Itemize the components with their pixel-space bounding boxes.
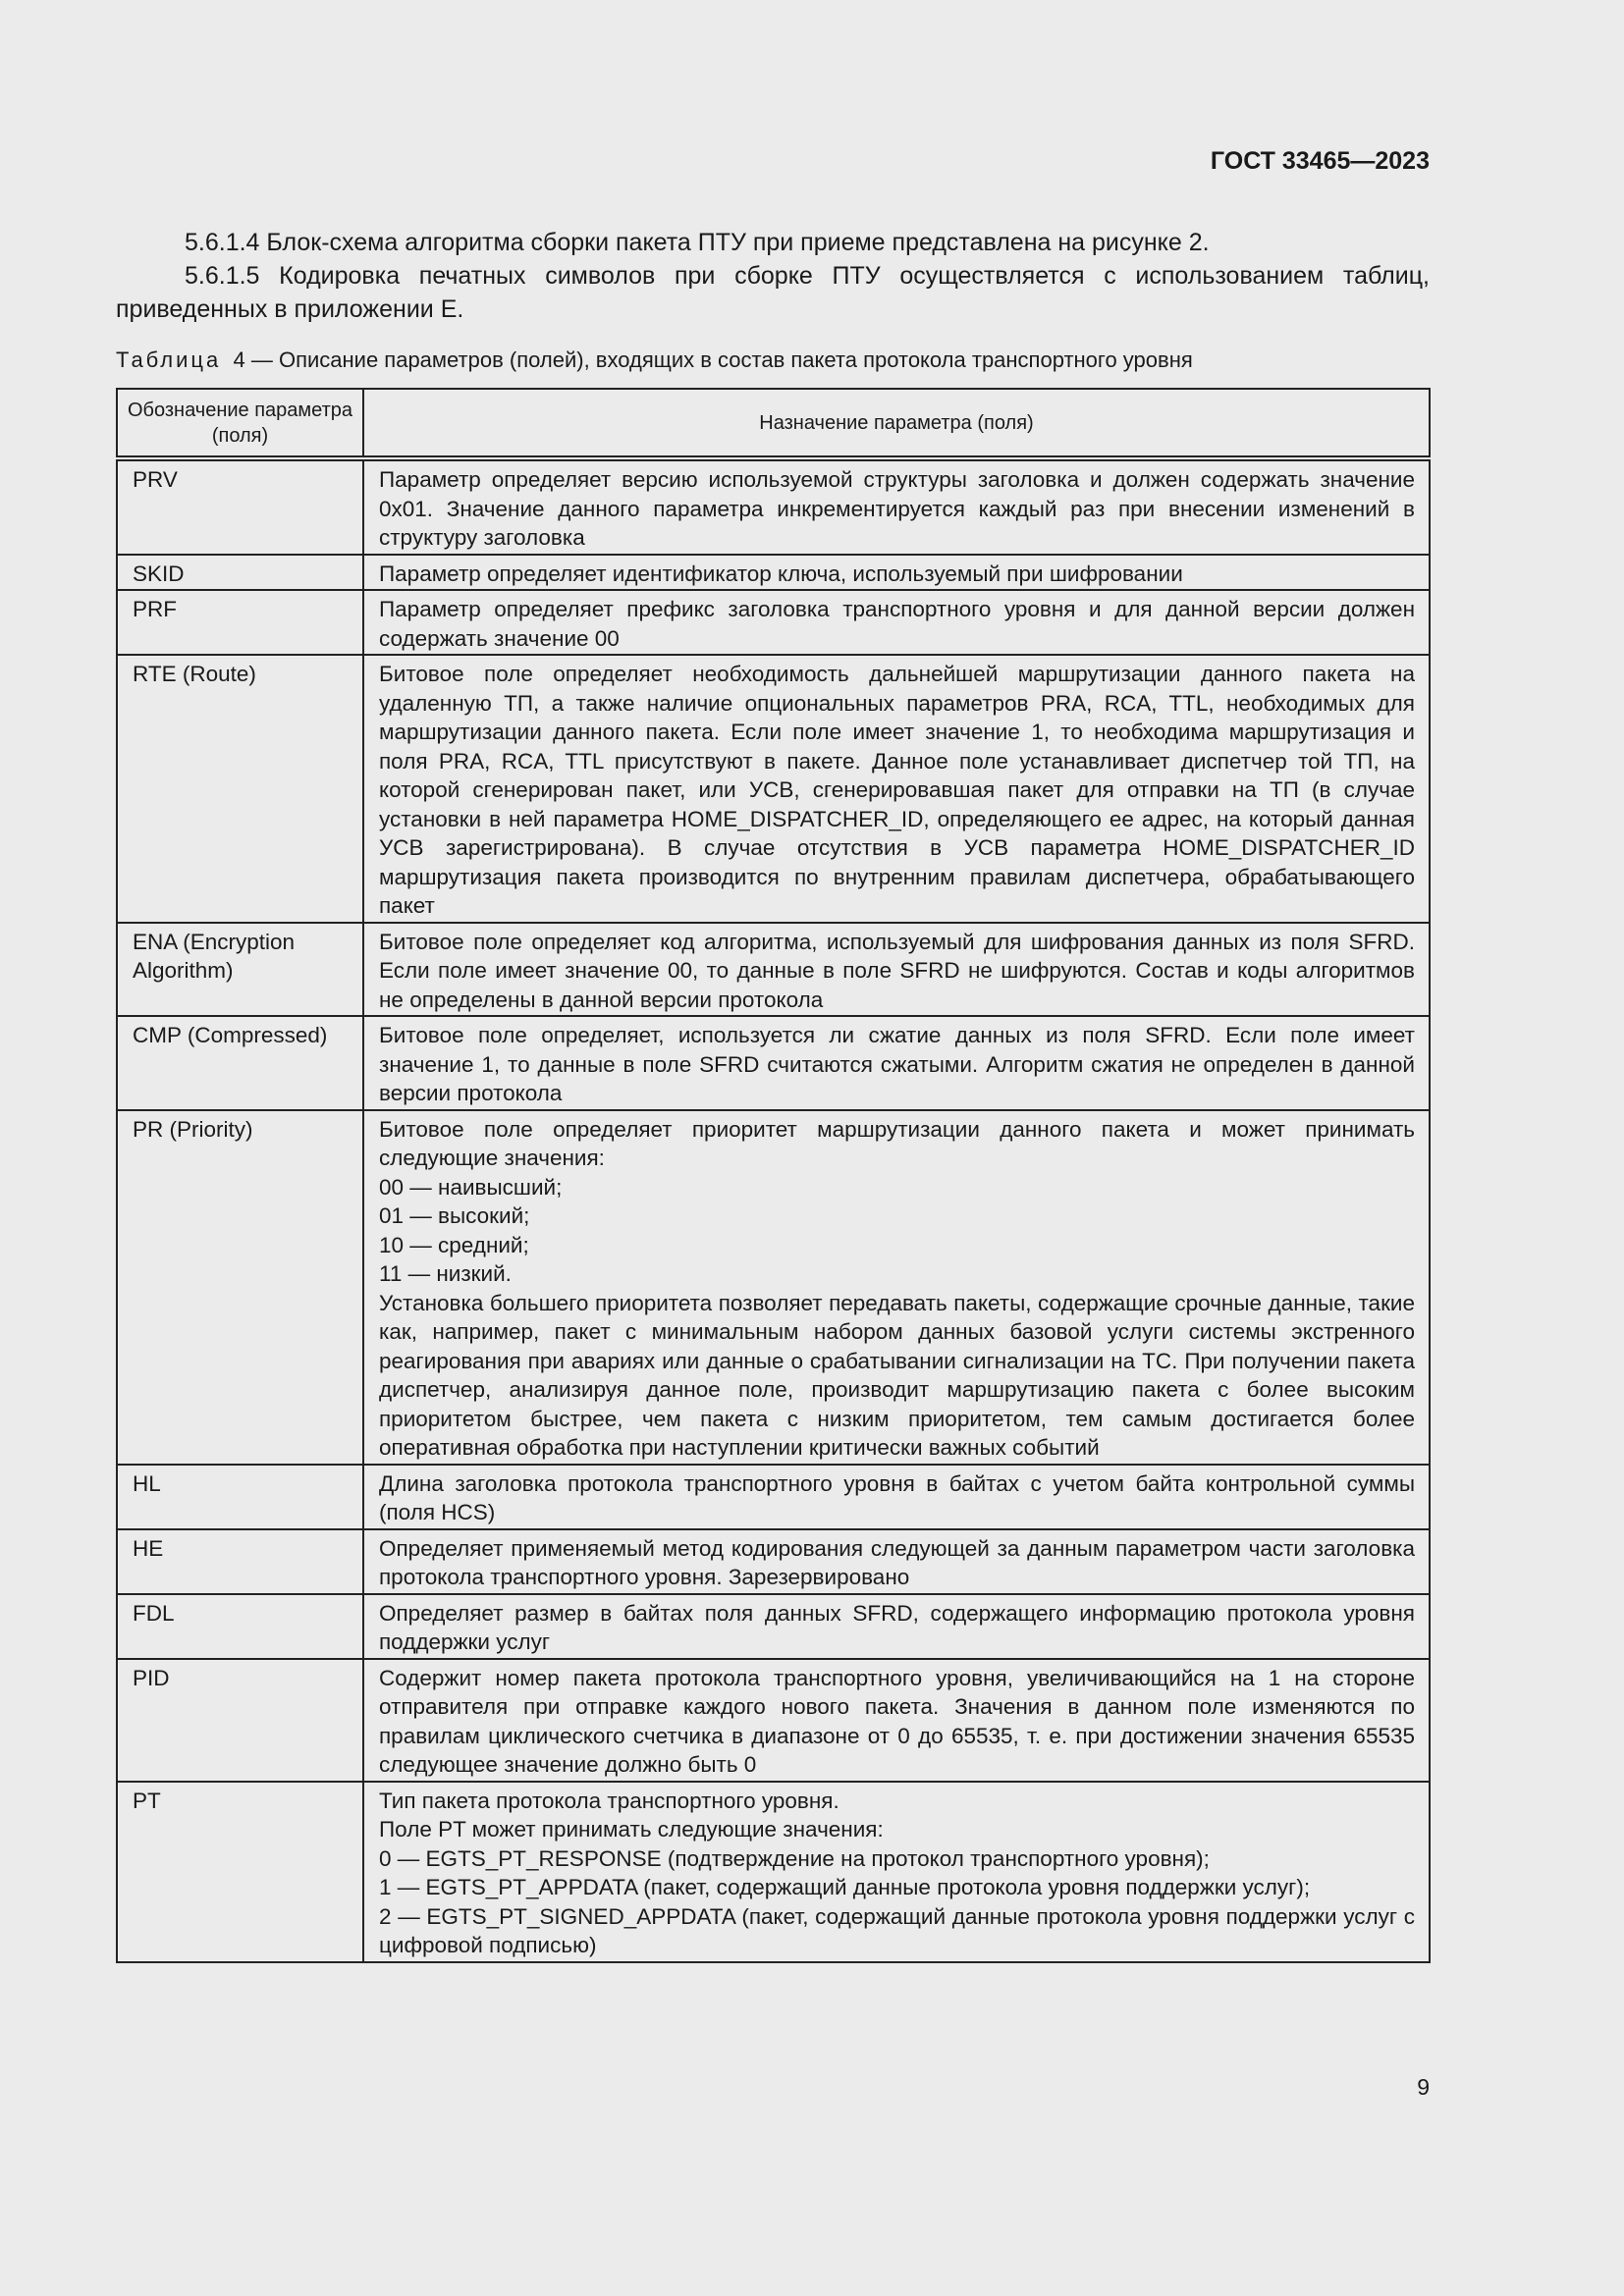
description-line: Тип пакета протокола транспортного уровня. — [379, 1788, 839, 1813]
page-number: 9 — [1417, 2074, 1430, 2100]
parameter-name: HL — [117, 1465, 363, 1529]
parameter-name: FDL — [117, 1594, 363, 1659]
parameter-name: PR (Priority) — [117, 1110, 363, 1465]
table-row — [117, 1782, 1430, 1962]
table-row — [117, 1529, 1430, 1594]
parameter-description — [363, 1016, 1430, 1110]
table-caption — [116, 346, 1193, 375]
table-row — [117, 1465, 1430, 1529]
table-row — [117, 923, 1430, 1017]
parameter-description — [363, 1594, 1430, 1659]
paragraph-text: 5.6.1.4 Блок-схема алгоритма сборки пакета ПТУ при приеме представлена на рисунке 2. — [185, 229, 1210, 256]
table-row — [117, 1659, 1430, 1782]
table-caption-text: 4 — Описание параметров (полей), входящих в состав пакета протокола транспортного уровня — [233, 347, 1193, 372]
table-row — [117, 655, 1430, 923]
parameter-name: PRF — [117, 590, 363, 655]
description-line: Параметр определяет префикс заголовка транспортного уровня и для данной версии должен содержать значение 00 — [379, 597, 1415, 651]
parameter-description — [363, 1110, 1430, 1465]
paragraph-5-6-1-5 — [116, 259, 1430, 326]
parameter-description — [363, 655, 1430, 923]
description-line: Установка большего приоритета позволяет передавать пакеты, содержащие срочные данные, такие как, например, пакет с минимальным набором данных базовой услуги системы экстренного реагирования при авариях или данные о срабатывании сигнализации на ТС. При получении пакета диспетчер, анализируя данное поле, производит маршрутизацию пакета с более высоким приоритетом быстрее, чем пакета с низким приоритетом, тем самым достигается более оперативная обработка при наступлении критически важных событий — [379, 1290, 1415, 1460]
parameter-description — [363, 555, 1430, 591]
description-line: Параметр определяет версию используемой структуры заголовка и должен содержать значение 0x01. Значение данного параметра инкрементируется каждый раз при внесении изменений в структуру заголовка — [379, 467, 1415, 550]
column-header-purpose: Назначение параметра (поля) — [363, 389, 1430, 458]
description-line: 11 — низкий. — [379, 1261, 512, 1286]
parameter-name: PRV — [117, 458, 363, 555]
parameter-description — [363, 923, 1430, 1017]
description-line: Длина заголовка протокола транспортного уровня в байтах с учетом байта контрольной суммы (поля HCS) — [379, 1470, 1415, 1524]
description-line: Определяет размер в байтах поля данных SFRD, содержащего информацию протокола уровня поддержки услуг — [379, 1600, 1415, 1654]
parameter-name: SKID — [117, 555, 363, 591]
description-line: 1 — EGTS_PT_APPDATA (пакет, содержащий данные протокола уровня поддержки услуг); — [379, 1875, 1311, 1899]
description-line: Поле PT может принимать следующие значения: — [379, 1817, 884, 1842]
description-line: 10 — средний; — [379, 1232, 529, 1257]
parameter-name: PT — [117, 1782, 363, 1962]
parameter-description — [363, 1659, 1430, 1782]
parameters-table — [116, 388, 1431, 1963]
description-line: Битовое поле определяет приоритет маршрутизации данного пакета и может принимать следующие значения: — [379, 1116, 1415, 1170]
table-row — [117, 458, 1430, 555]
description-line: 0 — EGTS_PT_RESPONSE (подтверждение на протокол транспортного уровня); — [379, 1845, 1210, 1871]
description-line: Параметр определяет идентификатор ключа, используемый при шифровании — [379, 561, 1183, 586]
description-line: 00 — наивысший; — [379, 1174, 563, 1200]
description-line: 01 — высокий; — [379, 1203, 530, 1228]
description-line: Битовое поле определяет необходимость дальнейшей маршрутизации данного пакета на удаленную ТП, а также наличие опциональных параметров PRA, RCA, TTL, необходимых для маршрутизации данного пакета. Если поле имеет значение 1, то необходима маршрутизация и поля PRA, RCA, TTL присутствуют в пакете. Данное поле устанавливает диспетчер той ТП, на которой сгенерирован пакет, или УСВ, сгенерировавшая пакет для отправки на ТП (в случае установки в ней параметра HOME_DISPATCHER_ID, определяющего ее адрес, на который данная УСВ зарегистрирована). В случае отсутствия в УСВ параметра HOME_DISPATCHER_ID маршрутизация пакета производится по внутренним правилам диспетчера, обрабатывающего пакет — [379, 662, 1415, 918]
description-line: Содержит номер пакета протокола транспортного уровня, увеличивающийся на 1 на стороне отправителя при отправке каждого нового пакета. Значения в данном поле изменяются по правилам циклического счетчика в диапазоне от 0 до 65535, т. е. при достижении значения 65535 следующее значение должно быть 0 — [379, 1665, 1415, 1777]
parameter-description — [363, 1782, 1430, 1962]
parameter-description — [363, 1529, 1430, 1594]
column-header-designation: Обозначение параметра (поля) — [117, 389, 363, 458]
parameter-name: CMP (Compressed) — [117, 1016, 363, 1110]
table-row — [117, 1594, 1430, 1659]
paragraph-5-6-1-4 — [116, 226, 1430, 259]
description-line: Определяет применяемый метод кодирования следующей за данным параметром части заголовка протокола транспортного уровня. Зарезервировано — [379, 1535, 1415, 1589]
table-row — [117, 555, 1430, 591]
table-row — [117, 1016, 1430, 1110]
parameter-name: RTE (Route) — [117, 655, 363, 923]
table-header-row — [117, 389, 1430, 458]
description-line: Битовое поле определяет, используется ли сжатие данных из поля SFRD. Если поле имеет значение 1, то данные в поле SFRD считаются сжатыми. Алгоритм сжатия не определен в данной версии протокола — [379, 1023, 1415, 1105]
document-code: ГОСТ 33465—2023 — [1210, 147, 1430, 175]
description-line: 2 — EGTS_PT_SIGNED_APPDATA (пакет, содержащий данные протокола уровня поддержки услуг с цифровой подписью) — [379, 1903, 1415, 1957]
description-line: Битовое поле определяет код алгоритма, используемый для шифрования данных из поля SFRD. Если поле имеет значение 00, то данные в поле SFRD не шифруются. Состав и коды алгоритмов не определены в данной версии протокола — [379, 929, 1415, 1012]
parameter-description — [363, 1465, 1430, 1529]
table-row — [117, 1110, 1430, 1465]
parameter-description — [363, 458, 1430, 555]
table-row — [117, 590, 1430, 655]
parameter-description — [363, 590, 1430, 655]
paragraph-text: 5.6.1.5 Кодировка печатных символов при сборке ПТУ осуществляется с использованием таблиц, приведенных в приложении Е. — [116, 262, 1430, 323]
parameter-name: HE — [117, 1529, 363, 1594]
parameter-name: ENA (Encryption Algorithm) — [117, 923, 363, 1017]
parameter-name: PID — [117, 1659, 363, 1782]
table-body — [117, 458, 1430, 1962]
table-caption-label: Таблица — [116, 347, 222, 372]
